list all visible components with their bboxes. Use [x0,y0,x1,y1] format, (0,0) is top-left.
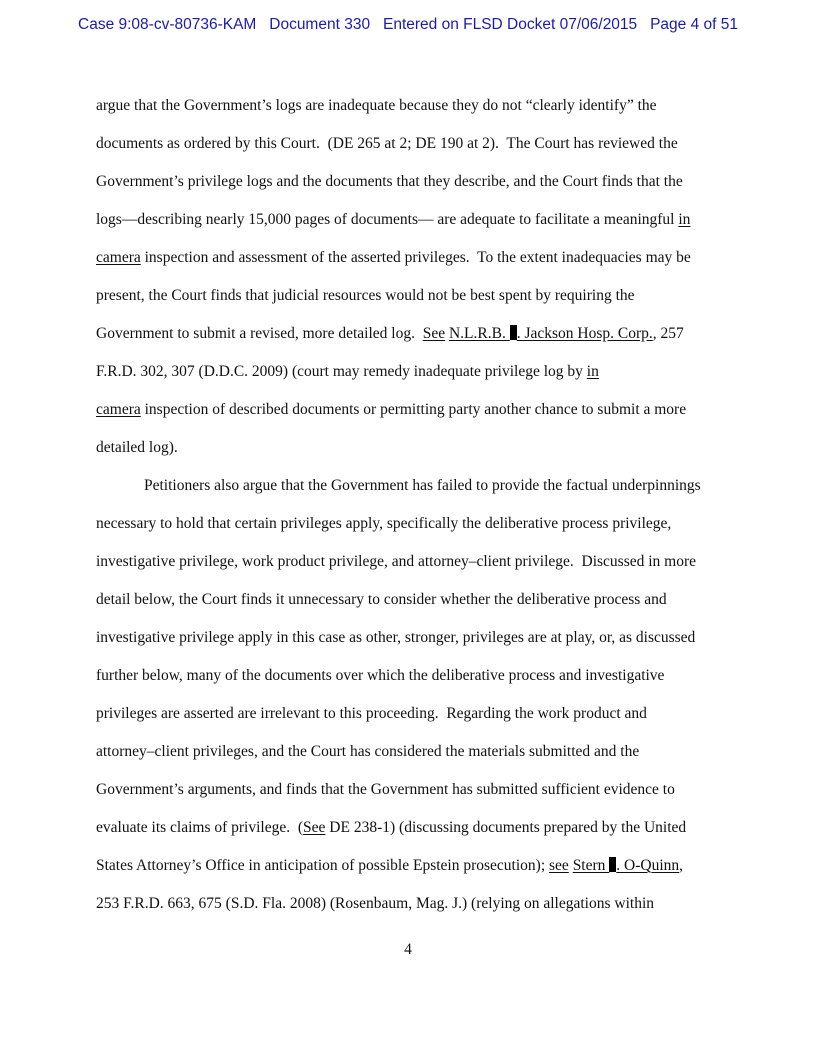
body-text: States Attorney’s Office in anticipation of possible Epstein prosecution); [96,857,550,874]
underlined-term: camera [96,401,141,418]
body-line [96,819,686,837]
body-line: investigative privilege, work product privilege, and attorney–client privilege. Discussed in more [96,553,697,570]
body-line: attorney–client privileges, and the Court has considered the materials submitted and the [96,743,640,760]
paragraph-first-line: Petitioners also argue that the Government has failed to provide the factual underpinnings [144,477,701,494]
body-text: inspection and assessment of the asserted privileges. To the extent inadequacies may be [140,249,691,266]
case-name [449,325,653,342]
body-text: inspection of described documents or permitting party another chance to submit a more [140,401,687,418]
underlined-term: in [586,363,599,380]
body-line: detail below, the Court finds it unnecessary to consider whether the deliberative process and [96,591,667,608]
body-line: detailed log). [96,439,178,456]
body-text: evaluate its claims of privilege. ( [96,819,304,836]
case-name [573,857,679,874]
body-line: investigative privilege apply in this case as other, stronger, privileges are at play, or, as discussed [96,629,696,646]
docket-header-stamp: Case 9:08-cv-80736-KAM Document 330 Entered on FLSD Docket 07/06/2015 Page 4 of 51 [78,16,738,33]
case-name-part: . O-Quinn [616,857,680,874]
underlined-term: camera [96,249,141,266]
case-name-part: . Jackson Hosp. Corp. [516,325,653,342]
body-line [96,363,599,381]
page-number: 4 [404,941,412,958]
body-line: present, the Court finds that judicial resources would not be best spent by requiring the [96,287,635,304]
body-line [96,211,690,229]
body-line [96,325,684,343]
underlined-term: in [678,211,691,228]
case-name-part: N.L.R.B. [448,325,510,342]
body-text: logs—describing nearly 15,000 pages of documents— are adequate to facilitate a meaningful [96,211,679,228]
body-text: F.R.D. 302, 307 (D.D.C. 2009) (court may remedy inadequate privilege log by [96,363,587,380]
body-line [96,249,691,267]
case-name-part: Stern [572,857,610,874]
citation-signal: see [549,857,569,874]
body-text: , [679,857,684,874]
redaction-mark [510,325,517,340]
body-line [96,401,686,419]
body-line: privileges are asserted are irrelevant to this proceeding. Regarding the work product and [96,705,647,722]
citation-signal: See [303,819,326,836]
body-text: DE 238-1) (discussing documents prepared by the United [325,819,687,836]
body-line [96,857,683,875]
body-line: 253 F.R.D. 663, 675 (S.D. Fla. 2008) (Rosenbaum, Mag. J.) (relying on allegations within [96,895,655,912]
body-line: further below, many of the documents over which the deliberative process and investigative [96,667,665,684]
body-line: Government’s privilege logs and the documents that they describe, and the Court finds that the [96,173,683,190]
body-text: , 257 [652,325,684,342]
body-line: documents as ordered by this Court. (DE 265 at 2; DE 190 at 2). The Court has reviewed the [96,135,678,152]
body-text: Government to submit a revised, more detailed log. [96,325,423,342]
citation-signal: See [422,325,446,342]
body-line: necessary to hold that certain privileges apply, specifically the deliberative process privilege, [96,515,672,532]
body-line: argue that the Government’s logs are inadequate because they do not “clearly identify” the [96,97,657,114]
body-line: Government’s arguments, and finds that the Government has submitted sufficient evidence to [96,781,675,798]
